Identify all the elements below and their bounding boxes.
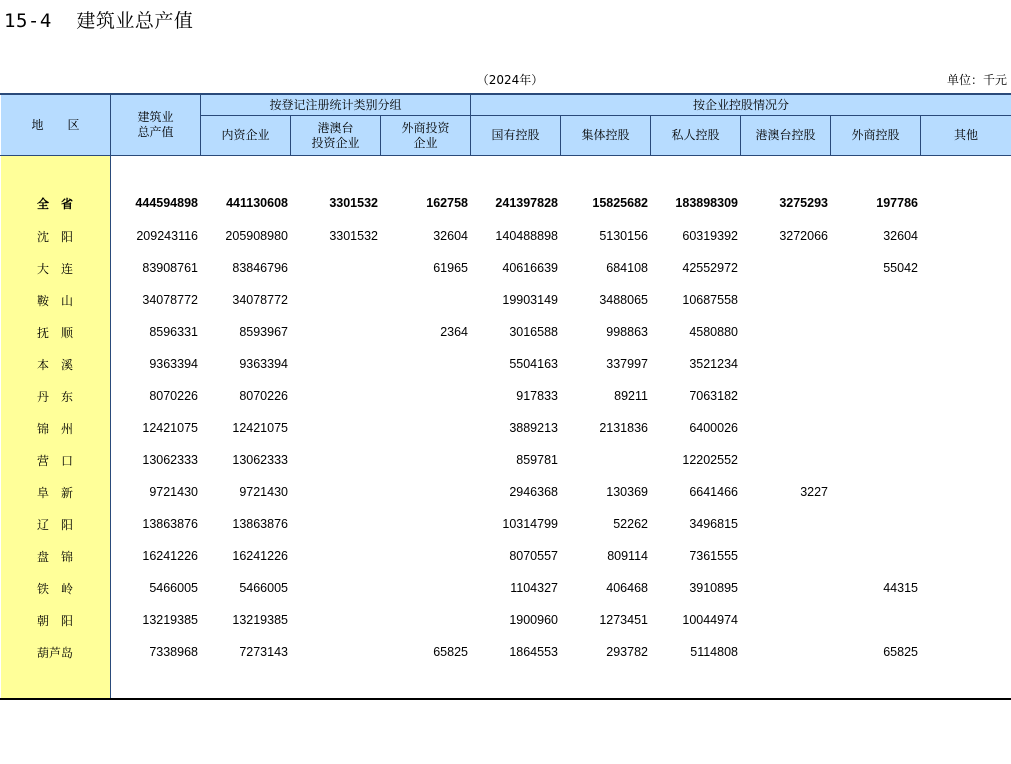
table-title: 建筑业总产值 <box>76 10 194 32</box>
cell-hmt-holding <box>740 572 828 604</box>
header-foreign-investment: 外商投资 企业 <box>401 120 450 150</box>
region-name: 营 口 <box>36 453 73 468</box>
cell-private-holding: 183898309 <box>675 196 738 210</box>
cell-state-holding: 1900960 <box>509 613 558 627</box>
cell-private-holding: 4580880 <box>689 325 738 339</box>
cell-state-holding: 241397828 <box>495 196 558 210</box>
table-row <box>0 316 1011 348</box>
table-row <box>0 348 1011 380</box>
cell-hmt-holding: 3275293 <box>779 196 828 210</box>
cell-foreign-investment: 32604 <box>433 229 468 243</box>
cell-total: 7338968 <box>149 645 198 659</box>
cell-other <box>920 316 1008 348</box>
region-name: 锦 州 <box>36 421 73 436</box>
cell-total: 83908761 <box>142 261 198 275</box>
cell-foreign-investment: 2364 <box>440 325 468 339</box>
cell-state-holding: 1104327 <box>510 581 558 595</box>
cell-hmt-holding <box>740 252 828 284</box>
cell-domestic: 13062333 <box>232 453 288 467</box>
cell-foreign-investment <box>380 284 468 316</box>
cell-domestic: 34078772 <box>232 293 288 307</box>
cell-foreign-holding <box>830 316 918 348</box>
header-group-holding: 按企业控股情况分 <box>692 97 789 112</box>
cell-domestic: 13863876 <box>232 517 288 531</box>
cell-private-holding: 7361555 <box>689 549 738 563</box>
table-row <box>0 412 1011 444</box>
cell-collective-holding: 15825682 <box>592 196 648 210</box>
cell-domestic: 7273143 <box>239 645 288 659</box>
cell-foreign-investment: 162758 <box>426 196 468 210</box>
table-row-total <box>0 187 1011 219</box>
cell-foreign-holding <box>830 540 918 572</box>
table-row <box>0 476 1011 508</box>
cell-collective-holding: 684108 <box>606 261 648 275</box>
cell-foreign-holding <box>830 508 918 540</box>
cell-total: 12421075 <box>142 421 198 435</box>
cell-collective-holding: 3488065 <box>599 293 648 307</box>
cell-state-holding: 10314799 <box>502 517 558 531</box>
cell-total: 5466005 <box>149 581 198 595</box>
cell-private-holding: 5114808 <box>690 645 738 659</box>
cell-hmt-holding: 3227 <box>800 485 828 499</box>
cell-domestic: 12421075 <box>232 421 288 435</box>
cell-hmt-holding <box>740 380 828 412</box>
cell-private-holding: 10687558 <box>682 293 738 307</box>
cell-hmt-holding <box>740 604 828 636</box>
header-bottom-border <box>0 155 1011 156</box>
cell-foreign-investment: 61965 <box>433 261 468 275</box>
cell-domestic: 16241226 <box>232 549 288 563</box>
table-number: 15-4 <box>4 10 52 32</box>
cell-other <box>920 540 1008 572</box>
cell-foreign-holding <box>830 604 918 636</box>
cell-foreign-investment: 65825 <box>433 645 468 659</box>
table-row <box>0 508 1011 540</box>
cell-foreign-holding: 55042 <box>883 261 918 275</box>
cell-private-holding: 6641466 <box>689 485 738 499</box>
region-name: 铁 岭 <box>36 581 73 596</box>
cell-state-holding: 917833 <box>516 389 558 403</box>
unit-label: 单位：千元 <box>946 73 1007 87</box>
cell-domestic: 205908980 <box>225 229 288 243</box>
header-other: 其他 <box>953 128 978 142</box>
cell-collective-holding: 1273451 <box>599 613 648 627</box>
cell-hmt-investment <box>290 636 378 668</box>
cell-other <box>920 284 1008 316</box>
cell-hmt-investment: 3301532 <box>329 196 378 210</box>
cell-foreign-investment <box>380 572 468 604</box>
cell-other <box>920 572 1008 604</box>
cell-other <box>920 187 1008 219</box>
cell-collective-holding: 406468 <box>606 581 648 595</box>
cell-hmt-investment <box>290 412 378 444</box>
cell-state-holding: 19903149 <box>502 293 558 307</box>
cell-collective-holding: 809114 <box>607 549 648 563</box>
cell-state-holding: 8070557 <box>509 549 558 563</box>
cell-private-holding: 7063182 <box>689 389 738 403</box>
cell-hmt-investment <box>290 316 378 348</box>
cell-foreign-holding <box>830 380 918 412</box>
cell-foreign-investment <box>380 380 468 412</box>
cell-hmt-holding <box>740 348 828 380</box>
cell-collective-holding: 52262 <box>613 517 648 531</box>
cell-state-holding: 1864553 <box>509 645 558 659</box>
cell-state-holding: 2946368 <box>509 485 558 499</box>
cell-hmt-investment <box>290 572 378 604</box>
cell-other <box>920 348 1008 380</box>
cell-foreign-investment <box>380 476 468 508</box>
cell-total: 13863876 <box>142 517 198 531</box>
cell-hmt-investment <box>290 508 378 540</box>
cell-collective-holding: 2131836 <box>599 421 648 435</box>
cell-collective-holding: 998863 <box>606 325 648 339</box>
cell-state-holding: 859781 <box>516 453 558 467</box>
region-name: 抚 顺 <box>36 325 73 340</box>
cell-foreign-holding <box>830 284 918 316</box>
header-region: 地 区 <box>31 117 80 132</box>
cell-private-holding: 12202552 <box>682 453 738 467</box>
cell-hmt-investment: 3301532 <box>329 229 378 243</box>
table-row <box>0 284 1011 316</box>
header-total: 建筑业 总产值 <box>137 110 174 139</box>
cell-state-holding: 40616639 <box>502 261 558 275</box>
cell-private-holding: 60319392 <box>682 229 738 243</box>
region-name: 全 省 <box>36 196 73 211</box>
cell-total: 209243116 <box>136 229 198 243</box>
cell-collective-holding: 89211 <box>614 389 648 403</box>
cell-hmt-investment <box>290 604 378 636</box>
cell-other <box>920 508 1008 540</box>
cell-hmt-holding <box>740 540 828 572</box>
cell-private-holding: 3521234 <box>689 357 738 371</box>
table-bottom-border <box>0 698 1011 700</box>
cell-collective-holding: 130369 <box>606 485 648 499</box>
table-row <box>0 444 1011 476</box>
cell-collective-holding <box>560 444 648 476</box>
region-name: 沈 阳 <box>36 229 73 244</box>
cell-hmt-holding <box>740 444 828 476</box>
header-collective-holding: 集体控股 <box>581 128 630 142</box>
cell-hmt-holding <box>740 636 828 668</box>
year-label: （2024年） <box>476 73 544 87</box>
table-row <box>0 220 1011 252</box>
cell-hmt-investment <box>290 284 378 316</box>
cell-hmt-holding <box>740 316 828 348</box>
cell-foreign-holding <box>830 348 918 380</box>
cell-foreign-holding: 197786 <box>876 196 918 210</box>
cell-domestic: 83846796 <box>232 261 288 275</box>
cell-foreign-investment <box>380 444 468 476</box>
region-name: 大 连 <box>36 261 73 276</box>
cell-other <box>920 636 1008 668</box>
cell-state-holding: 3889213 <box>509 421 558 435</box>
cell-total: 13062333 <box>142 453 198 467</box>
cell-private-holding: 10044974 <box>682 613 738 627</box>
cell-private-holding: 42552972 <box>682 261 738 275</box>
cell-other <box>920 252 1008 284</box>
cell-foreign-holding <box>830 444 918 476</box>
cell-foreign-investment <box>380 508 468 540</box>
table-row <box>0 540 1011 572</box>
region-name: 葫芦岛 <box>36 645 73 660</box>
cell-total: 444594898 <box>135 196 198 210</box>
cell-state-holding: 140488898 <box>495 229 558 243</box>
page-title <box>4 6 193 33</box>
cell-other <box>920 412 1008 444</box>
cell-total: 9721430 <box>149 485 198 499</box>
cell-hmt-investment <box>290 348 378 380</box>
cell-other <box>920 220 1008 252</box>
cell-hmt-holding <box>740 284 828 316</box>
cell-foreign-investment <box>380 540 468 572</box>
cell-hmt-holding <box>740 412 828 444</box>
cell-foreign-investment <box>380 348 468 380</box>
cell-domestic: 9721430 <box>239 485 288 499</box>
cell-domestic: 8070226 <box>239 389 288 403</box>
cell-private-holding: 3910895 <box>689 581 738 595</box>
cell-foreign-holding <box>830 412 918 444</box>
cell-hmt-investment <box>290 380 378 412</box>
cell-total: 9363394 <box>149 357 198 371</box>
header-state-holding: 国有控股 <box>491 128 540 142</box>
cell-domestic: 441130608 <box>226 196 288 210</box>
header-hmt-holding: 港澳台控股 <box>755 128 816 142</box>
cell-total: 13219385 <box>142 613 198 627</box>
header-private-holding: 私人控股 <box>671 128 720 142</box>
table-row <box>0 380 1011 412</box>
header-group-registration: 按登记注册统计类别分组 <box>269 97 402 112</box>
cell-hmt-investment <box>290 476 378 508</box>
cell-domestic: 9363394 <box>239 357 288 371</box>
cell-other <box>920 444 1008 476</box>
cell-hmt-investment <box>290 252 378 284</box>
cell-collective-holding: 293782 <box>606 645 648 659</box>
cell-hmt-investment <box>290 540 378 572</box>
table-row <box>0 252 1011 284</box>
cell-foreign-holding: 32604 <box>883 229 918 243</box>
cell-domestic: 5466005 <box>239 581 288 595</box>
cell-collective-holding: 5130156 <box>599 229 648 243</box>
region-name: 阜 新 <box>36 485 73 500</box>
table-row <box>0 572 1011 604</box>
table-row <box>0 636 1011 668</box>
cell-foreign-holding: 44315 <box>883 581 918 595</box>
cell-total: 8596331 <box>149 325 198 339</box>
cell-other <box>920 604 1008 636</box>
region-name: 丹 东 <box>36 389 73 404</box>
region-name: 鞍 山 <box>36 293 73 308</box>
cell-private-holding: 3496815 <box>689 517 738 531</box>
cell-foreign-holding: 65825 <box>883 645 918 659</box>
cell-hmt-holding <box>740 508 828 540</box>
cell-hmt-holding: 3272066 <box>779 229 828 243</box>
cell-state-holding: 5504163 <box>509 357 558 371</box>
cell-total: 16241226 <box>142 549 198 563</box>
cell-domestic: 8593967 <box>239 325 288 339</box>
cell-foreign-holding <box>830 476 918 508</box>
region-name: 辽 阳 <box>36 517 73 532</box>
cell-total: 8070226 <box>149 389 198 403</box>
cell-private-holding: 6400026 <box>689 421 738 435</box>
header-foreign-holding: 外商控股 <box>851 128 900 142</box>
cell-domestic: 13219385 <box>232 613 288 627</box>
region-name: 本 溪 <box>36 357 73 372</box>
region-name: 盘 锦 <box>36 549 73 564</box>
header-hmt-investment: 港澳台 投资企业 <box>311 120 360 150</box>
cell-hmt-investment <box>290 444 378 476</box>
cell-other <box>920 476 1008 508</box>
table-row <box>0 604 1011 636</box>
cell-total: 34078772 <box>142 293 198 307</box>
header-domestic: 内资企业 <box>221 128 270 142</box>
cell-other <box>920 380 1008 412</box>
cell-foreign-investment <box>380 412 468 444</box>
region-name: 朝 阳 <box>36 613 73 628</box>
cell-foreign-investment <box>380 604 468 636</box>
cell-state-holding: 3016588 <box>509 325 558 339</box>
cell-collective-holding: 337997 <box>606 357 648 371</box>
